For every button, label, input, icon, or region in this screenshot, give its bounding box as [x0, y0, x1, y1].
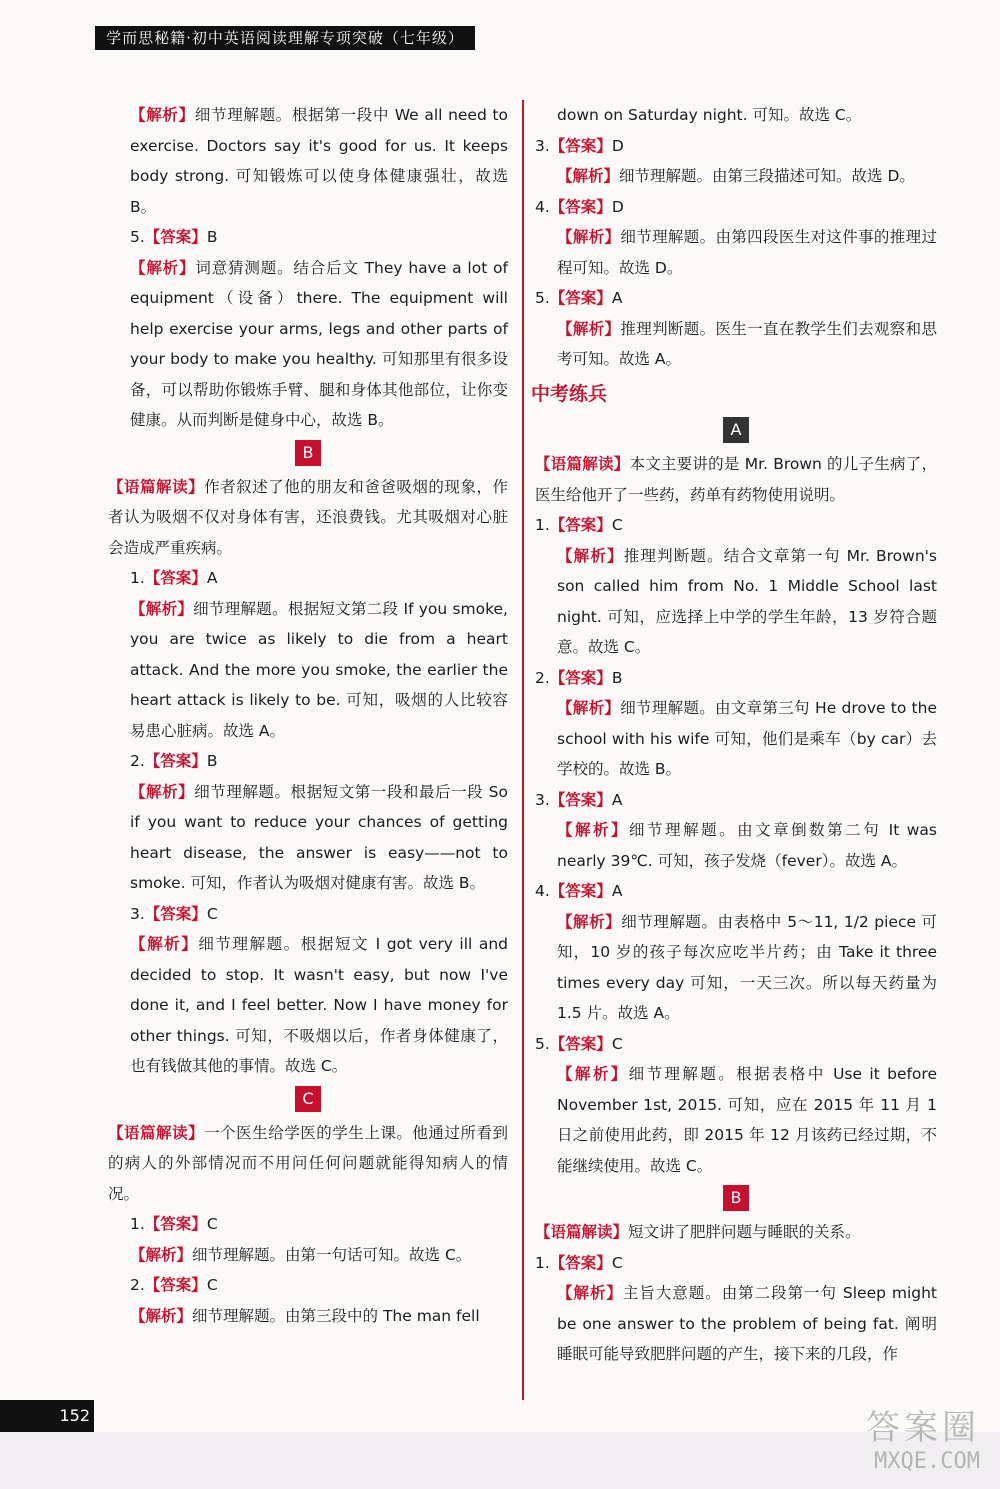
explanation: 【解析】主旨大意题。由第二段第一句 Sleep might be one answer to the problem of being fat. 阐明睡眠可能导致肥胖问题的产生，接下来的几段，作 — [557, 1284, 937, 1363]
label-tag: 【语篇解读】 — [535, 1223, 629, 1241]
label-tag: 【答案】 — [549, 790, 612, 809]
label-tag: 【解析】 — [130, 106, 195, 124]
explanation: 【解析】细节理解题。由表格中 5～11, 1/2 piece 可知，10 岁的孩子每次应吃半片药；由 Take it three times every day 可知，一天三次。所以每天药量为 1.5 片。故选 A。 — [557, 912, 937, 1022]
answer: 4.【答案】A — [535, 882, 623, 900]
explanation: 【解析】词意猜测题。结合后文 They have a lot of equipment（设备）there. The equipment will help exercise your arms, legs and other parts of your body to make you healthy. 可知那里有很多设备，可以帮助你锻炼手臂、腿和身体其他部位，让你变健康。从而判断是健身中心，故选 B。 — [130, 258, 508, 429]
left-column — [108, 100, 508, 1331]
label-tag: 【答案】 — [549, 197, 612, 216]
explanation: 【解析】推理判断题。医生一直在教学生们去观察和思考可知。故选 A。 — [557, 319, 937, 368]
answer: 1.【答案】C — [130, 1215, 218, 1233]
label-tag: 【语篇解读】 — [108, 1123, 205, 1142]
answer: 2.【答案】B — [535, 668, 623, 687]
answer: 1.【答案】C — [535, 1253, 623, 1272]
label-tag: 【答案】 — [144, 752, 207, 770]
answer: 5.【答案】A — [535, 289, 623, 307]
label-tag: 【答案】 — [549, 136, 612, 155]
passage-badge-a: A — [723, 417, 749, 443]
passage-summary: 【语篇解读】作者叙述了他的朋友和爸爸吸烟的现象，作者认为吸烟不仅对身体有害，还浪费钱。尤其吸烟对心脏会造成严重疾病。 — [108, 477, 508, 557]
label-tag: 【答案】 — [144, 1215, 207, 1233]
explanation: 【解析】细节理解题。根据第一段中 We all need to exercise. Doctors say it's good for us. It keeps body strong. 可知锻炼可以使身体健康强壮，故选 B。 — [130, 106, 508, 216]
explanation: down on Saturday night. 可知。故选 C。 — [557, 106, 862, 124]
page-number: 152 — [0, 1400, 94, 1432]
answer: 3.【答案】A — [535, 790, 623, 809]
explanation: 【解析】细节理解题。由第一句话可知。故选 C。 — [130, 1245, 472, 1264]
section-title: 中考练兵 — [531, 382, 608, 405]
column-divider — [522, 100, 524, 1400]
label-tag: 【答案】 — [549, 1034, 612, 1053]
watermark-url: MXQE.COM — [874, 1449, 980, 1474]
explanation: 【解析】推理判断题。结合文章第一句 Mr. Brown's son called him from No. 1 Middle School last night. 可知，应选择上中学的学生年龄，13 岁符合题意。故选 C。 — [557, 546, 937, 656]
label-tag: 【解析】 — [557, 699, 621, 717]
answer: 3.【答案】C — [130, 904, 218, 923]
right-column — [531, 100, 937, 1370]
label-tag: 【解析】 — [130, 599, 194, 618]
explanation: 【解析】细节理解题。由第三段中的 The man fell — [130, 1306, 480, 1325]
watermark-logo-text: 答案圈 — [866, 1408, 980, 1448]
passage-badge-c: C — [295, 1086, 321, 1112]
passage-badge-b2: B — [723, 1185, 749, 1211]
answer: 4.【答案】D — [535, 197, 624, 216]
answer: 2.【答案】C — [130, 1276, 218, 1294]
label-tag: 【解析】 — [557, 228, 621, 246]
book-header: 学而思秘籍·初中英语阅读理解专项突破（七年级） — [95, 26, 475, 50]
label-tag: 【解析】 — [557, 546, 624, 565]
label-tag: 【答案】 — [549, 1253, 612, 1272]
label-tag: 【答案】 — [549, 289, 612, 307]
label-tag: 【解析】 — [557, 1065, 629, 1083]
watermark — [780, 1400, 980, 1484]
explanation: 【解析】细节理解题。由第四段医生对这件事的推理过程可知。故选 D。 — [557, 228, 937, 277]
label-tag: 【答案】 — [144, 904, 207, 923]
answer: 5.【答案】B — [130, 228, 218, 246]
answer: 2.【答案】B — [130, 752, 218, 770]
answer: 1.【答案】A — [130, 569, 218, 587]
label-tag: 【解析】 — [557, 1284, 623, 1302]
answer: 3.【答案】D — [535, 136, 624, 155]
label-tag: 【解析】 — [130, 935, 199, 953]
passage-badge-b: B — [295, 440, 321, 466]
explanation: 【解析】细节理解题。由第三段描述可知。故选 D。 — [557, 167, 915, 185]
label-tag: 【语篇解读】 — [108, 477, 205, 496]
passage-summary: 【语篇解读】本文主要讲的是 Mr. Brown 的儿子生病了，医生给他开了一些药，药单有药物使用说明。 — [535, 455, 937, 504]
label-tag: 【语篇解读】 — [535, 455, 630, 473]
label-tag: 【答案】 — [144, 569, 207, 587]
explanation: 【解析】细节理解题。根据短文第二段 If you smoke, you are twice as likely to die from a heart attack. And the more you smoke, the earlier the heart attack is likely to be. 可知，吸烟的人比较容易患心脏病。故选 A。 — [130, 599, 508, 740]
label-tag: 【解析】 — [130, 1245, 193, 1264]
label-tag: 【答案】 — [549, 882, 612, 900]
label-tag: 【答案】 — [144, 228, 207, 246]
explanation: 【解析】细节理解题。根据表格中 Use it before November 1st, 2015. 可知，应在 2015 年 11 月 1 日之前使用此药，即 2015 年 12 月该药已经过期，不能继续使用。故选 C。 — [557, 1065, 937, 1175]
answer: 5.【答案】C — [535, 1034, 623, 1053]
label-tag: 【解析】 — [557, 319, 621, 338]
label-tag: 【答案】 — [144, 1276, 207, 1294]
label-tag: 【解析】 — [557, 912, 622, 931]
explanation: 【解析】细节理解题。根据短文 I got very ill and decided to stop. It wasn't easy, but now I've done it, and I feel better. Now I have money for other things. 可知，不吸烟以后，作者身体健康了，也有钱做其他的事情。故选 C。 — [130, 935, 508, 1075]
label-tag: 【解析】 — [130, 1306, 193, 1325]
explanation: 【解析】细节理解题。由文章第三句 He drove to the school with his wife 可知，他们是乘车（by car）去学校的。故选 B。 — [557, 699, 937, 778]
label-tag: 【解析】 — [130, 782, 195, 801]
passage-summary: 【语篇解读】一个医生给学医的学生上课。他通过所看到的病人的外部情况而不用问任何问题就能得知病人的情况。 — [108, 1123, 508, 1203]
label-tag: 【答案】 — [549, 668, 612, 687]
label-tag: 【答案】 — [549, 516, 612, 534]
answer: 1.【答案】C — [535, 516, 623, 534]
explanation: 【解析】细节理解题。根据短文第一段和最后一段 So if you want to reduce your chances of getting heart disease, the answer is easy——not to smoke. 可知，作者认为吸烟对健康有害。故选 B。 — [130, 782, 508, 892]
passage-summary: 【语篇解读】短文讲了肥胖问题与睡眠的关系。 — [535, 1223, 861, 1241]
label-tag: 【解析】 — [557, 167, 620, 185]
label-tag: 【解析】 — [557, 821, 630, 839]
label-tag: 【解析】 — [130, 258, 196, 277]
explanation: 【解析】细节理解题。由文章倒数第二句 It was nearly 39℃. 可知，孩子发烧（fever）。故选 A。 — [557, 821, 937, 870]
